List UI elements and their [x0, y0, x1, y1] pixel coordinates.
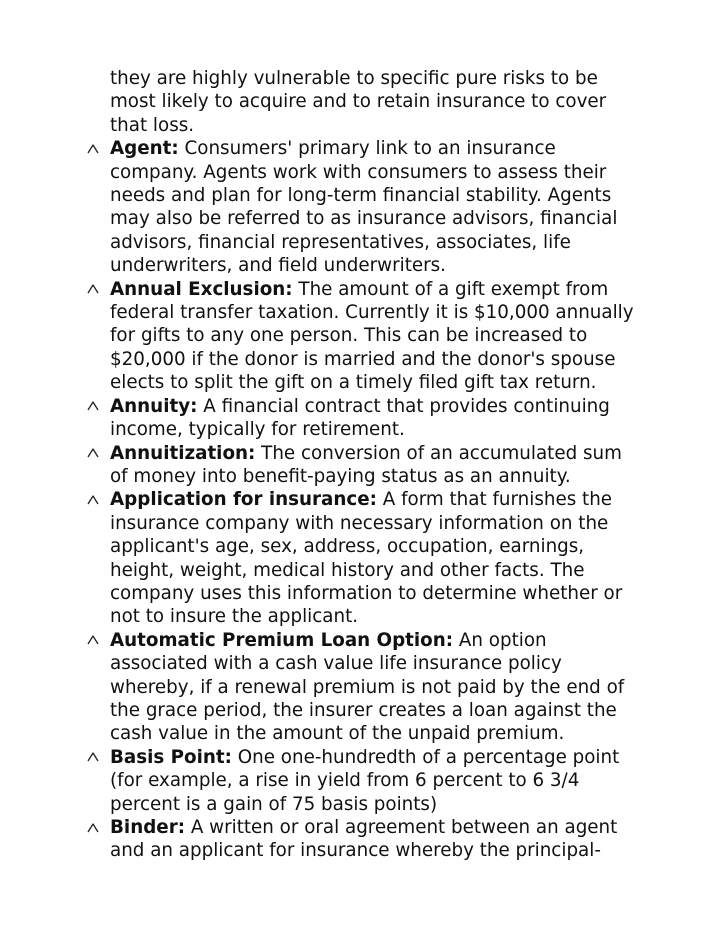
definition-line: elects to split the gift on a timely filed gift tax return.: [110, 372, 597, 394]
definition-line: $20,000 if the donor is married and the donor's spouse: [110, 348, 616, 370]
definition-line: the grace period, the insurer creates a loan against the: [110, 699, 617, 721]
definition-line: whereby, if a renewal premium is not paid by the end of: [110, 676, 625, 698]
glossary-term: Automatic Premium Loan Option:: [110, 629, 454, 651]
glossary-entry-basis-point: [110, 746, 670, 816]
definition-text: Consumers' primary link to an insurance: [178, 138, 556, 160]
definition-line: and an applicant for insurance whereby the principal-: [110, 840, 601, 862]
glossary-term: Binder:: [110, 817, 186, 838]
definition-line: needs and plan for long-term financial stability. Agents: [110, 185, 612, 207]
definition-text: A written or oral agreement between an agent: [185, 817, 618, 838]
glossary-term: Annuity:: [110, 395, 198, 417]
definition-text: A form that furnishes the: [376, 489, 613, 511]
glossary-entry-annuity: [110, 395, 670, 442]
definition-text: An option: [453, 629, 547, 651]
definition-line: not to insure the applicant.: [110, 606, 359, 628]
caret-bullet-icon: [84, 395, 102, 418]
caret-bullet-icon: [84, 442, 102, 465]
definition-text: The conversion of an accumulated sum: [255, 442, 622, 464]
definition-line: advisors, financial representatives, associates, life: [110, 231, 571, 253]
definition-line: company. Agents work with consumers to assess their: [110, 161, 607, 183]
definition-line: applicant's age, sex, address, occupation, earnings,: [110, 536, 585, 558]
definition-line: federal transfer taxation. Currently it is $10,000 annually: [110, 302, 634, 324]
glossary-entry-annual-exclusion: [110, 278, 670, 395]
definition-line: may also be referred to as insurance advisors, financial: [110, 208, 618, 230]
glossary-term: Basis Point:: [110, 746, 232, 768]
glossary-entry-automatic-premium-loan-option: [110, 629, 670, 746]
glossary-entry-agent: [110, 137, 670, 277]
definition-line: underwriters, and field underwriters.: [110, 255, 446, 277]
definition-line: (for example, a rise in yield from 6 percent to 6 3/4: [110, 770, 580, 792]
caret-bullet-icon: [84, 816, 102, 839]
definition-line: cash value in the amount of the unpaid premium.: [110, 723, 565, 745]
definition-line: insurance company with necessary information on the: [110, 512, 609, 534]
glossary-entry-binder: [110, 816, 670, 863]
definition-line: percent is a gain of 75 basis points): [110, 793, 438, 815]
glossary-term: Annuitization:: [110, 442, 256, 464]
glossary-term: Agent:: [110, 138, 179, 160]
definition-line: associated with a cash value life insurance policy: [110, 653, 562, 675]
definition-line: height, weight, medical history and other facts. The: [110, 559, 585, 581]
glossary-term: Application for insurance:: [110, 489, 377, 511]
text-line: that loss.: [110, 114, 195, 136]
text-line: they are highly vulnerable to specific pure risks to be: [110, 68, 598, 89]
definition-text: One one-hundredth of a percentage point: [231, 746, 620, 768]
definition-line: of money into benefit-paying status as an annuity.: [110, 465, 571, 487]
caret-bullet-icon: [84, 629, 102, 652]
caret-bullet-icon: [84, 278, 102, 301]
glossary-term: Annual Exclusion:: [110, 278, 293, 300]
continuation-paragraph: [110, 67, 670, 137]
definition-line: income, typically for retirement.: [110, 419, 405, 441]
definition-line: for gifts to any one person. This can be increased to: [110, 325, 588, 347]
text-line: most likely to acquire and to retain insurance to cover: [110, 91, 607, 113]
definition-text: A financial contract that provides continuing: [197, 395, 610, 417]
glossary-content: [110, 67, 670, 863]
glossary-entry-annuitization: [110, 442, 670, 489]
caret-bullet-icon: [84, 488, 102, 511]
caret-bullet-icon: [84, 137, 102, 160]
definition-text: The amount of a gift exempt from: [292, 278, 609, 300]
definition-line: company uses this information to determine whether or: [110, 582, 623, 604]
caret-bullet-icon: [84, 746, 102, 769]
glossary-entry-application-for-insurance: [110, 488, 670, 628]
